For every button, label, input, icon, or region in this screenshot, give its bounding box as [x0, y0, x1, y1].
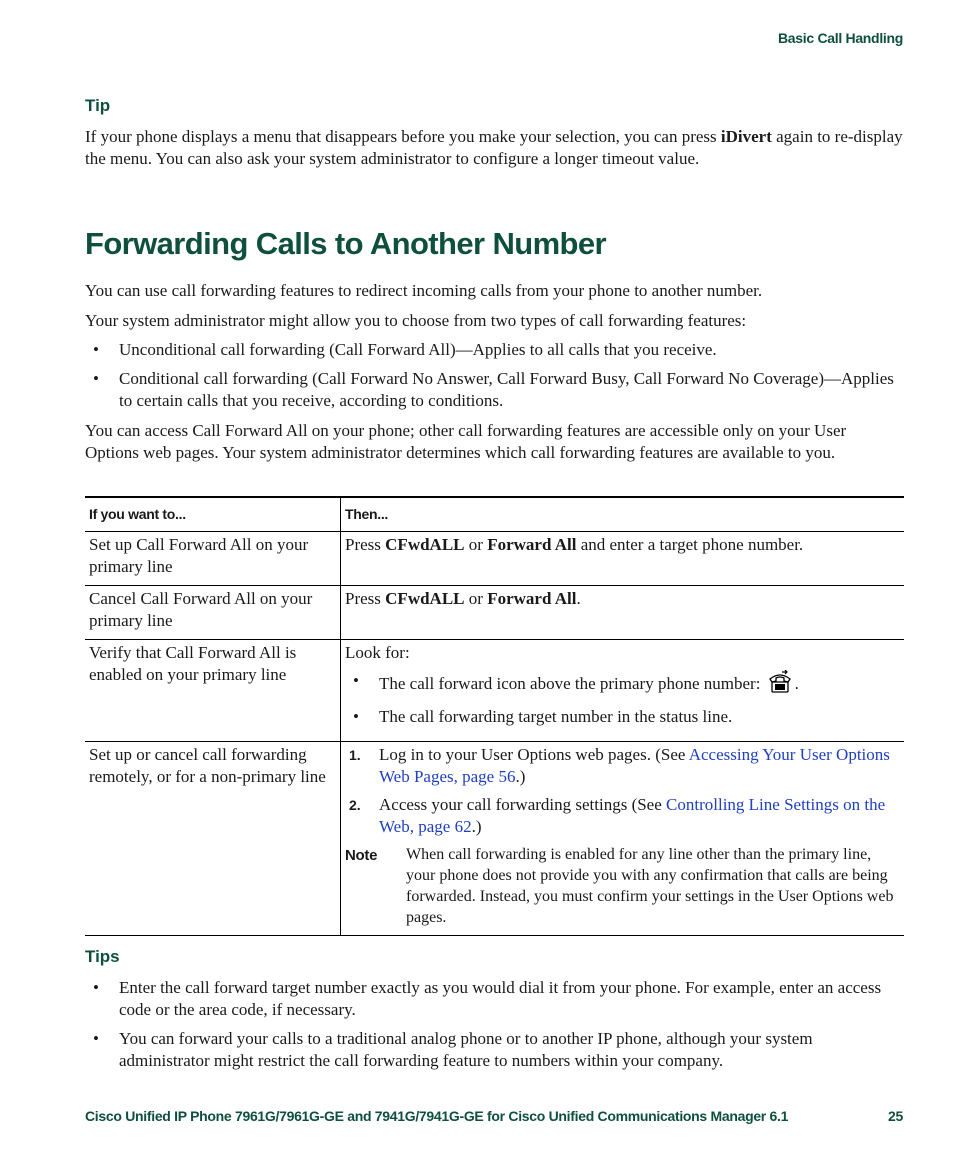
remote-forwarding-steps	[345, 744, 900, 838]
list-item: • You can forward your calls to a traditional analog phone or to another IP phone, although your system administrator might restrict the call forwarding feature to numbers within your company.	[93, 1029, 813, 1070]
cfwdall-softkey: CFwdALL	[385, 535, 465, 554]
tips-list	[85, 977, 903, 1079]
forward-all-softkey: Forward All	[487, 535, 577, 554]
tip-heading: Tip	[85, 96, 111, 115]
task-cell: Set up Call Forward All on your primary line	[85, 532, 341, 586]
look-for-list	[345, 670, 900, 728]
list-item: • Conditional call forwarding (Call Forward No Answer, Call Forward Busy, Call Forward No Coverage)—Applies to certain calls that you receive, according to conditions.	[93, 369, 894, 410]
controlling-line-settings-link[interactable]: Controlling Line Settings on the Web, page 62	[379, 795, 886, 836]
page-number: 25	[888, 1108, 903, 1124]
table-row	[85, 640, 904, 742]
idivert-softkey: iDivert	[720, 127, 772, 146]
intro-paragraph-1: You can use call forwarding features to redirect incoming calls from your phone to another number.	[85, 281, 763, 300]
task-cell: Cancel Call Forward All on your primary line	[85, 586, 341, 640]
cfwdall-softkey: CFwdALL	[385, 589, 465, 608]
step-item: 1. Log in to your User Options web pages. (See Accessing Your User Options Web Pages, page 56.)	[349, 745, 890, 786]
section-title: Forwarding Calls to Another Number	[85, 226, 606, 261]
list-item: • The call forward icon above the primary phone number: .	[345, 670, 900, 700]
list-item: • Unconditional call forwarding (Call Forward All)—Applies to all calls that you receive.	[93, 340, 717, 359]
note-block	[345, 844, 900, 928]
table-header-row	[85, 497, 904, 532]
forwarding-types-list	[85, 339, 903, 419]
table-row	[85, 532, 904, 586]
forward-all-softkey: Forward All	[487, 589, 577, 608]
table-row	[85, 586, 904, 640]
tip-text-after: again to re-display the menu. You can also ask your system administrator to configure a longer timeout value.	[85, 127, 903, 168]
accessing-user-options-link[interactable]: Accessing Your User Options Web Pages, page 56	[379, 745, 890, 786]
task-cell: Set up or cancel call forwarding remotely, or for a non-primary line	[85, 742, 341, 936]
intro-paragraph-2: Your system administrator might allow you to choose from two types of call forwarding features:	[85, 311, 747, 330]
intro-paragraph-3: You can access Call Forward All on your phone; other call forwarding features are accessible only on your User Options web pages. Your system administrator determines which call forwarding features are available to you.	[85, 421, 847, 462]
task-cell: Verify that Call Forward All is enabled on your primary line	[85, 640, 341, 742]
list-item: • The call forwarding target number in the status line.	[353, 707, 733, 726]
step-item: 2. Access your call forwarding settings (See Controlling Line Settings on the Web, page 62.)	[349, 795, 886, 836]
action-cell	[341, 742, 905, 936]
table-row	[85, 742, 904, 936]
call-forward-table	[85, 496, 904, 936]
running-header: Basic Call Handling	[778, 30, 903, 46]
column-header-task: If you want to...	[85, 497, 341, 532]
list-item: • Enter the call forward target number exactly as you would dial it from your phone. For example, enter an access code or the area code, if necessary.	[93, 978, 882, 1019]
footer-title: Cisco Unified IP Phone 7961G/7961G-GE and 7941G/7941G-GE for Cisco Unified Communications Manager 6.1	[85, 1108, 789, 1124]
column-header-then: Then...	[341, 497, 905, 532]
action-cell: Press CFwdALL or Forward All and enter a target phone number.	[341, 532, 905, 586]
tip-text	[85, 126, 903, 170]
action-cell	[341, 640, 905, 742]
page-footer	[85, 1108, 903, 1124]
note-label: Note	[345, 847, 378, 864]
look-for-label: Look for:	[345, 643, 410, 662]
tips-heading: Tips	[85, 947, 120, 966]
tip-text-before: If your phone displays a menu that disappears before you make your selection, you can press	[85, 127, 721, 146]
note-text: When call forwarding is enabled for any line other than the primary line, your phone does not provide you with any confirmation that calls are being forwarded. Instead, you must confirm your settings in the User Options web pages.	[406, 846, 894, 926]
call-forward-phone-icon	[767, 670, 793, 700]
action-cell: Press CFwdALL or Forward All.	[341, 586, 905, 640]
